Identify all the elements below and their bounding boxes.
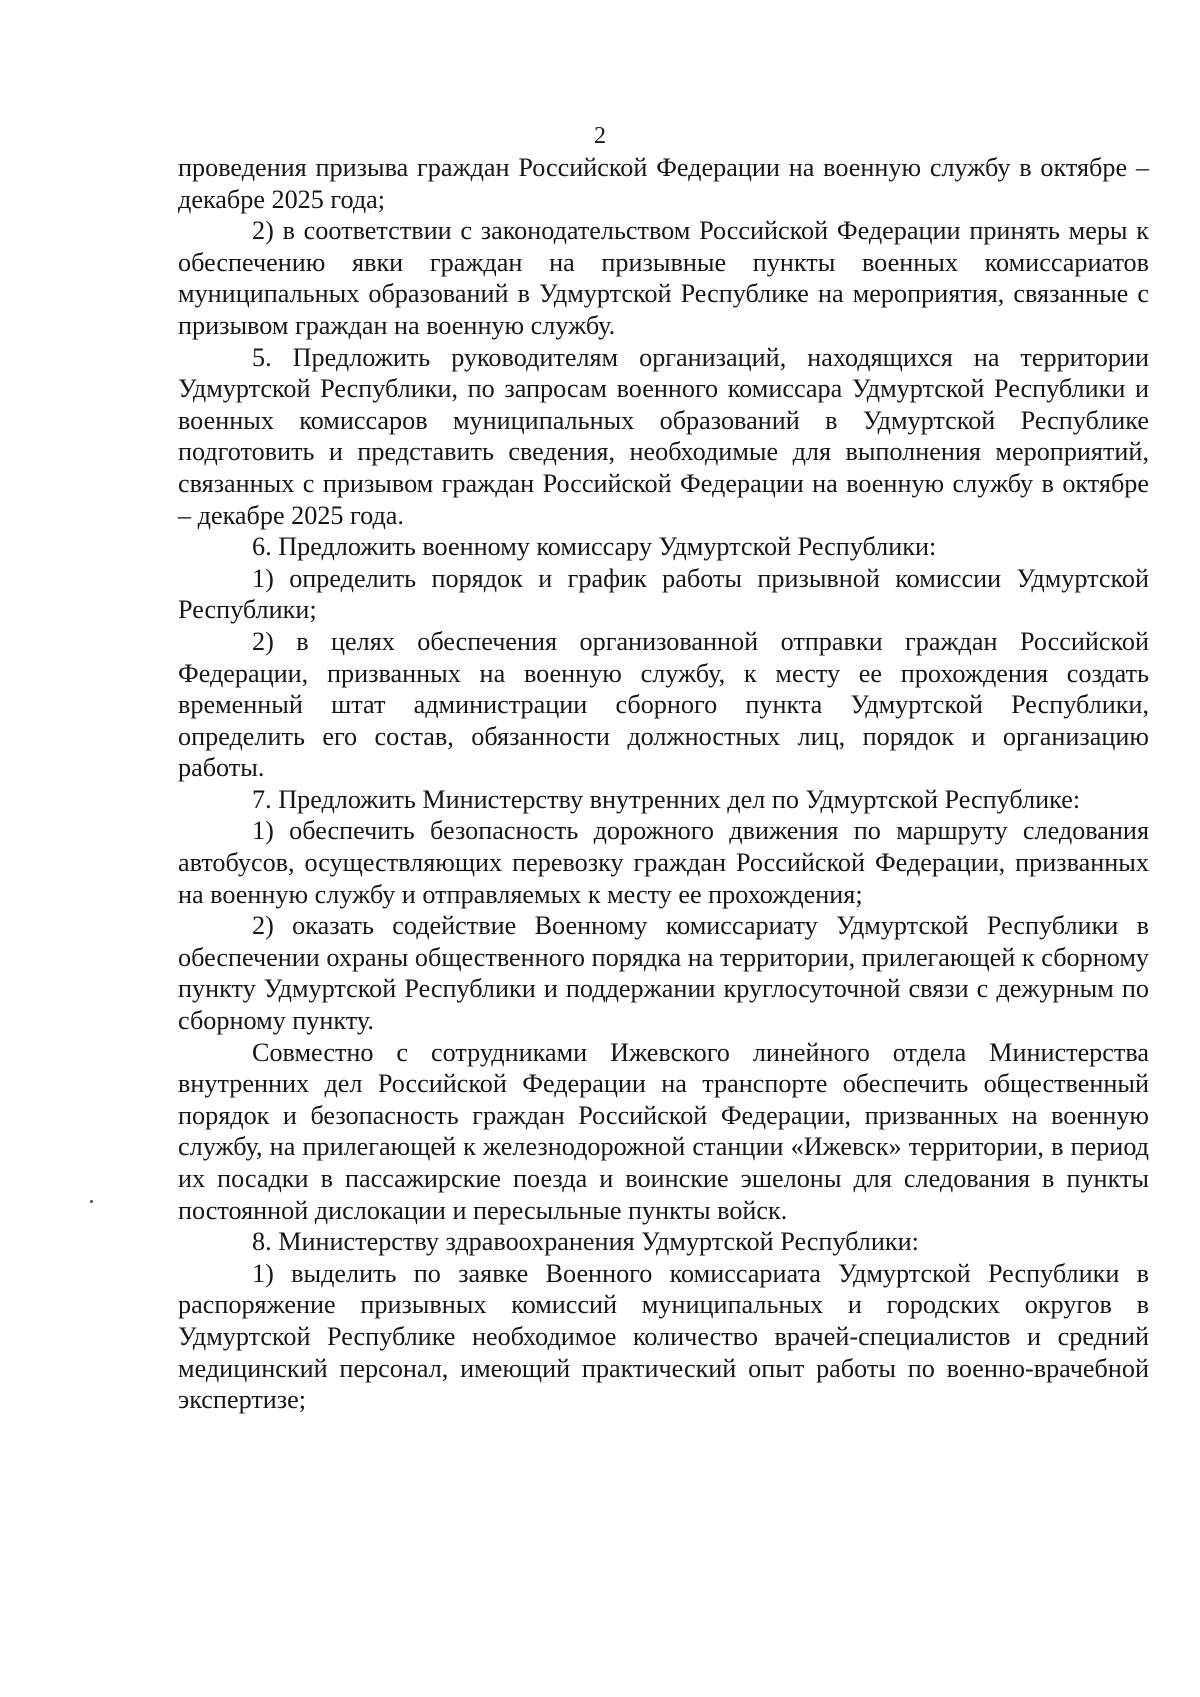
paragraph: 8. Министерству здравоохранения Удмуртской Республики: [252,1227,919,1257]
paragraph: проведения призыва граждан Российской Федерации на военную службу в октябре – декабре 2025 года; [178,153,1149,214]
paragraph: 2) в соответствии с законодательством Российской Федерации принять меры к обеспечению явки граждан на призывные пункты военных комиссариатов муниципальных образований в Удмуртской Республике на мероприятия, связанные с призывом граждан на военную службу. [178,216,1149,340]
paragraph: 2) в целях обеспечения организованной отправки граждан Российской Федерации, призванных на военную службу, к месту ее прохождения создать временный штат администрации сборного пункта Удмуртской Республики, определить его состав, обязанности должностных лиц, порядок и организацию работы. [178,626,1149,783]
paragraph: 2) оказать содействие Военному комиссариату Удмуртской Республики в обеспечении охраны общественного порядка на территории, прилегающей к сборному пункту Удмуртской Республики и поддержании круглосуточной связи с дежурным по сборному пункту. [178,911,1149,1036]
paragraph: Совместно с сотрудниками Ижевского линейного отдела Министерства внутренних дел Российской Федерации на транспорте обеспечить общественный порядок и безопасность граждан Российской Федерации, призванных на военную службу, на прилегающей к железнодорожной станции «Ижевск» территории, в период их посадки в пассажирские поезда и воинские эшелоны для следования в пункты постоянной дислокации и пересыльные пункты войск. [178,1037,1149,1225]
paragraph: 5. Предложить руководителям организаций, находящихся на территории Удмуртской Республики, по запросам военного комиссара Удмуртской Республики и военных комиссаров муниципальных образований в Удмуртской Республике подготовить и представить сведения, необходимые для выполнения мероприятий, связанных с призывом граждан Российской Федерации на военную службу в октябре – декабре 2025 года. [178,342,1149,530]
document-body [178,152,1149,1416]
paragraph: 6. Предложить военному комиссару Удмуртской Республики: [252,532,937,562]
paragraph: 7. Предложить Министерству внутренних дел по Удмуртской Республике: [252,784,1081,814]
page-number: 2 [594,123,606,149]
paragraph: 1) определить порядок и график работы призывной комиссии Удмуртской Республики; [178,563,1149,625]
paragraph: 1) выделить по заявке Военного комиссариата Удмуртской Республики в распоряжение призывных комиссий муниципальных и городских округов в Удмуртской Республике необходимое количество врачей-специалистов и средний медицинский персонал, имеющий практический опыт работы по военно-врачебной экспертизе; [178,1258,1149,1415]
paragraph: 1) обеспечить безопасность дорожного движения по маршруту следования автобусов, осуществляющих перевозку граждан Российской Федерации, призванных на военную службу и отправляемых к месту ее прохождения; [178,816,1149,909]
scan-dot-mark [90,1200,93,1203]
